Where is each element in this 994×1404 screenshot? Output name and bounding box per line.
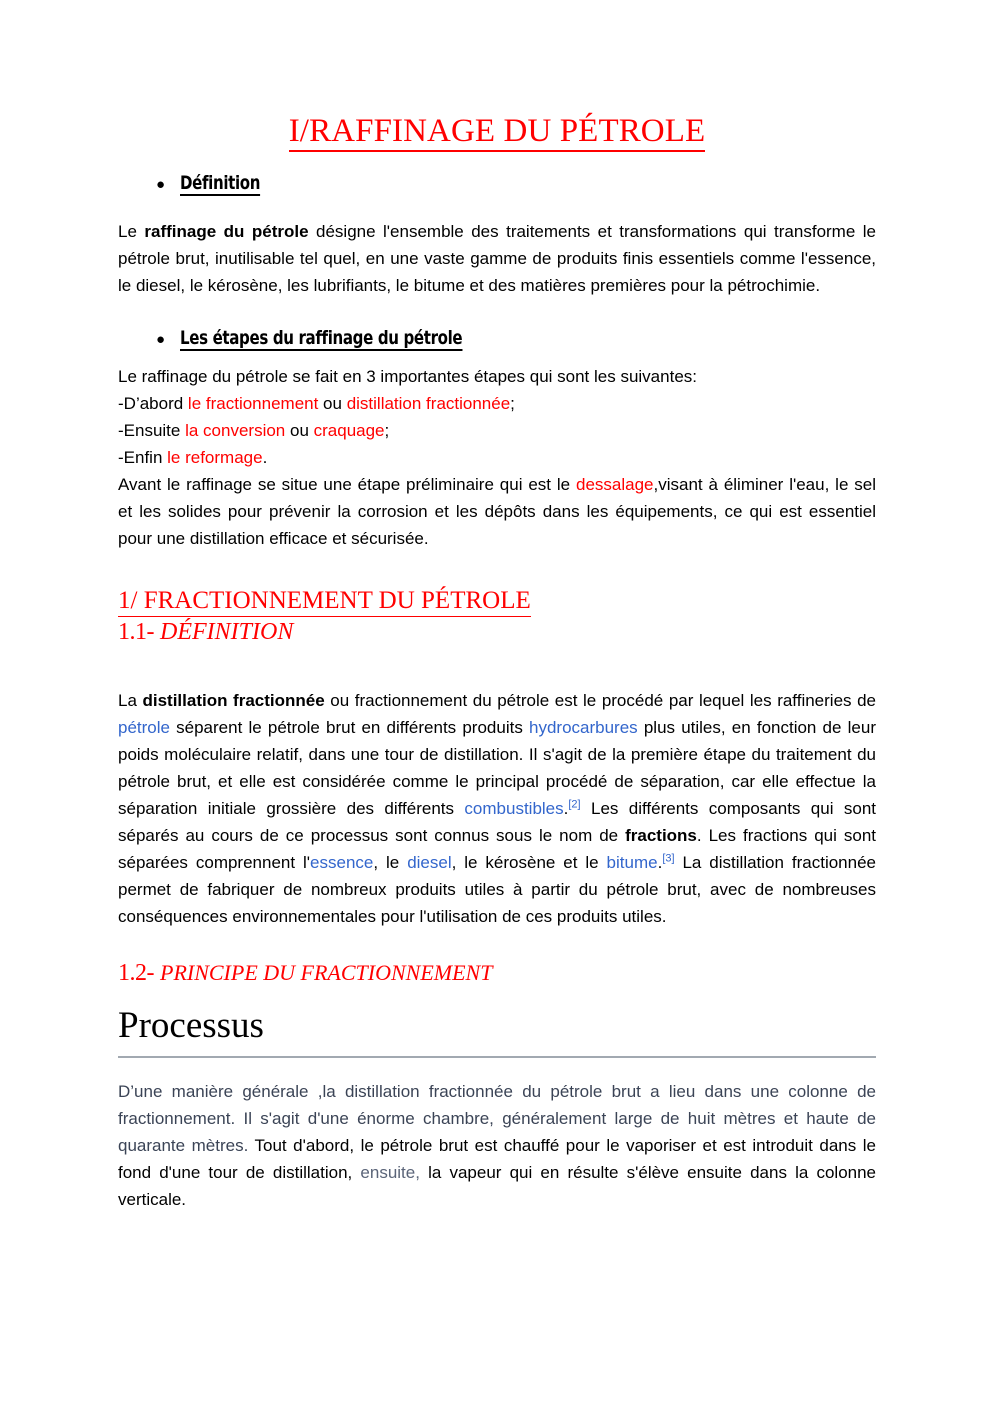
subheading-principe-label: PRINCIPE DU FRACTIONNEMENT [160,960,493,986]
heading-definition-label: Définition [180,172,261,195]
link-combustibles[interactable]: combustibles [464,799,564,819]
dist-p9: , le kérosène et le [451,853,607,873]
list-item-step-1 [118,390,876,417]
dist-p5: . [563,799,569,819]
step3-term1: le reformage [167,448,263,468]
dist-bold-1: distillation fractionnée [142,691,325,711]
bullet-icon: ● [156,331,166,349]
dist-p10: . [657,853,663,873]
subheading-definition-number: 1.1- [118,619,154,646]
bullet-icon: ● [156,176,166,194]
list-item-step-3 [118,444,876,471]
dist-p2: ou fractionnement du pétrole est le procédé par lequel les raffineries de [324,691,876,711]
heading-etapes-label: Les étapes du raffinage du pétrole [180,327,463,350]
def-part2: désigne l'ensemble des traitements et transformations qui transforme le pétrole brut, inutilisable tel quel, en une vaste gamme de produits finis essentiels comme l'essence, le diesel, le kérosène, les lubrifiants, le bitume et des matières premières pour la pétrochimie. [118,222,876,296]
paragraph-processus [118,1078,876,1213]
link-hydrocarbures[interactable]: hydrocarbures [529,718,638,738]
subheading-principe [118,958,876,988]
dist-p1: La [118,691,143,711]
citation-3[interactable]: [3] [662,852,675,865]
processus-black-1: Tout d'abord, le pétrole brut est chauffé pour le vaporiser et est introduit dans le fond d'une tour de distillation, [118,1136,876,1183]
heading-processus: Processus [118,1005,264,1047]
link-diesel[interactable]: diesel [407,853,452,873]
dist-p3: séparent le pétrole brut en différents produits [169,718,529,738]
citation-2[interactable]: [2] [568,798,581,811]
step1-middle: ou [318,394,347,414]
processus-black-2: la vapeur qui en résulte s'élève ensuite dans la colonne verticale. [118,1163,877,1210]
subheading-principe-number: 1.2- [118,960,154,987]
step3-prefix: -Enfin [118,448,168,468]
step2-prefix: -Ensuite [118,421,186,441]
def-part1: Le [118,222,145,242]
dist-p4: plus utiles, en fonction de leur poids moléculaire relatif, dans une tour de distillation. Il s'agit de la première étape du traitement du pétrole brut, et elle est considérée comme le principal procédé de séparation, car elle effectue la séparation initiale grossière des différents [118,718,876,819]
dist-p8: , le [373,853,408,873]
heading-definition [118,172,876,196]
dist-p7: . Les fractions qui sont séparées comprennent l' [118,826,876,873]
paragraph-distillation [118,687,876,930]
paragraph-definition [118,218,876,299]
step2-term2: craquage [313,421,385,441]
link-bitume[interactable]: bitume [606,853,658,873]
step2-term1: la conversion [185,421,286,441]
step1-suffix: ; [510,394,515,414]
page-title [118,0,876,152]
step1-term1: le fractionnement [187,394,319,414]
step3-suffix: . [262,448,268,468]
section-heading-fractionnement [118,586,876,617]
page-title-text [289,113,706,152]
dist-p6: Les différents composants qui sont séparés au cours de ce processus sont connus sous le nom de [118,799,876,846]
dessalage-part2: ,visant à éliminer l'eau, le sel et les solides pour prévenir la corrosion et les dépôts dans les équipements, ce qui est essentiel pour une distillation efficace et sécurisée. [118,475,876,549]
step1-term2: distillation fractionnée [346,394,511,414]
link-petrole[interactable]: pétrole [118,718,170,738]
link-essence[interactable]: essence [310,853,374,873]
dist-p11: La distillation fractionnée permet de fabriquer de nombreux produits utiles à partir du pétrole brut, avec de nombreuses conséquences environnementales pour l'utilisation de ces produits utiles. [118,853,876,927]
dessalage-term: dessalage [575,475,654,495]
paragraph-dessalage [118,471,876,552]
dessalage-part1: Avant le raffinage se situe une étape préliminaire qui est le [118,475,576,495]
dist-bold-2: fractions [625,826,697,846]
processus-slate-2: ensuite, [352,1163,420,1183]
list-item-step-2 [118,417,876,444]
paragraph-etapes-intro: Le raffinage du pétrole se fait en 3 importantes étapes qui sont les suivantes: [118,367,697,387]
subheading-definition-label: DÉFINITION [160,619,294,646]
step2-middle: ou [285,421,314,441]
subheading-definition [118,617,876,647]
page-title-inner: I/RAFFINAGE DU PÉTROLE [288,113,706,149]
step2-suffix: ; [384,421,390,441]
heading-etapes [118,327,876,351]
section-heading-fractionnement-text: 1/ FRACTIONNEMENT DU PÉTROLE [118,586,531,617]
processus-slate-1: D’une manière générale ,la distillation fractionnée du pétrole brut a lieu dans une colonne de fractionnement. Il s'agit d'une énorme chambre, généralement large de huit mètres et haute de quarante mètres. [118,1082,876,1156]
def-bold-term: raffinage du pétrole [144,222,309,242]
step1-prefix: -D’abord [118,394,188,414]
